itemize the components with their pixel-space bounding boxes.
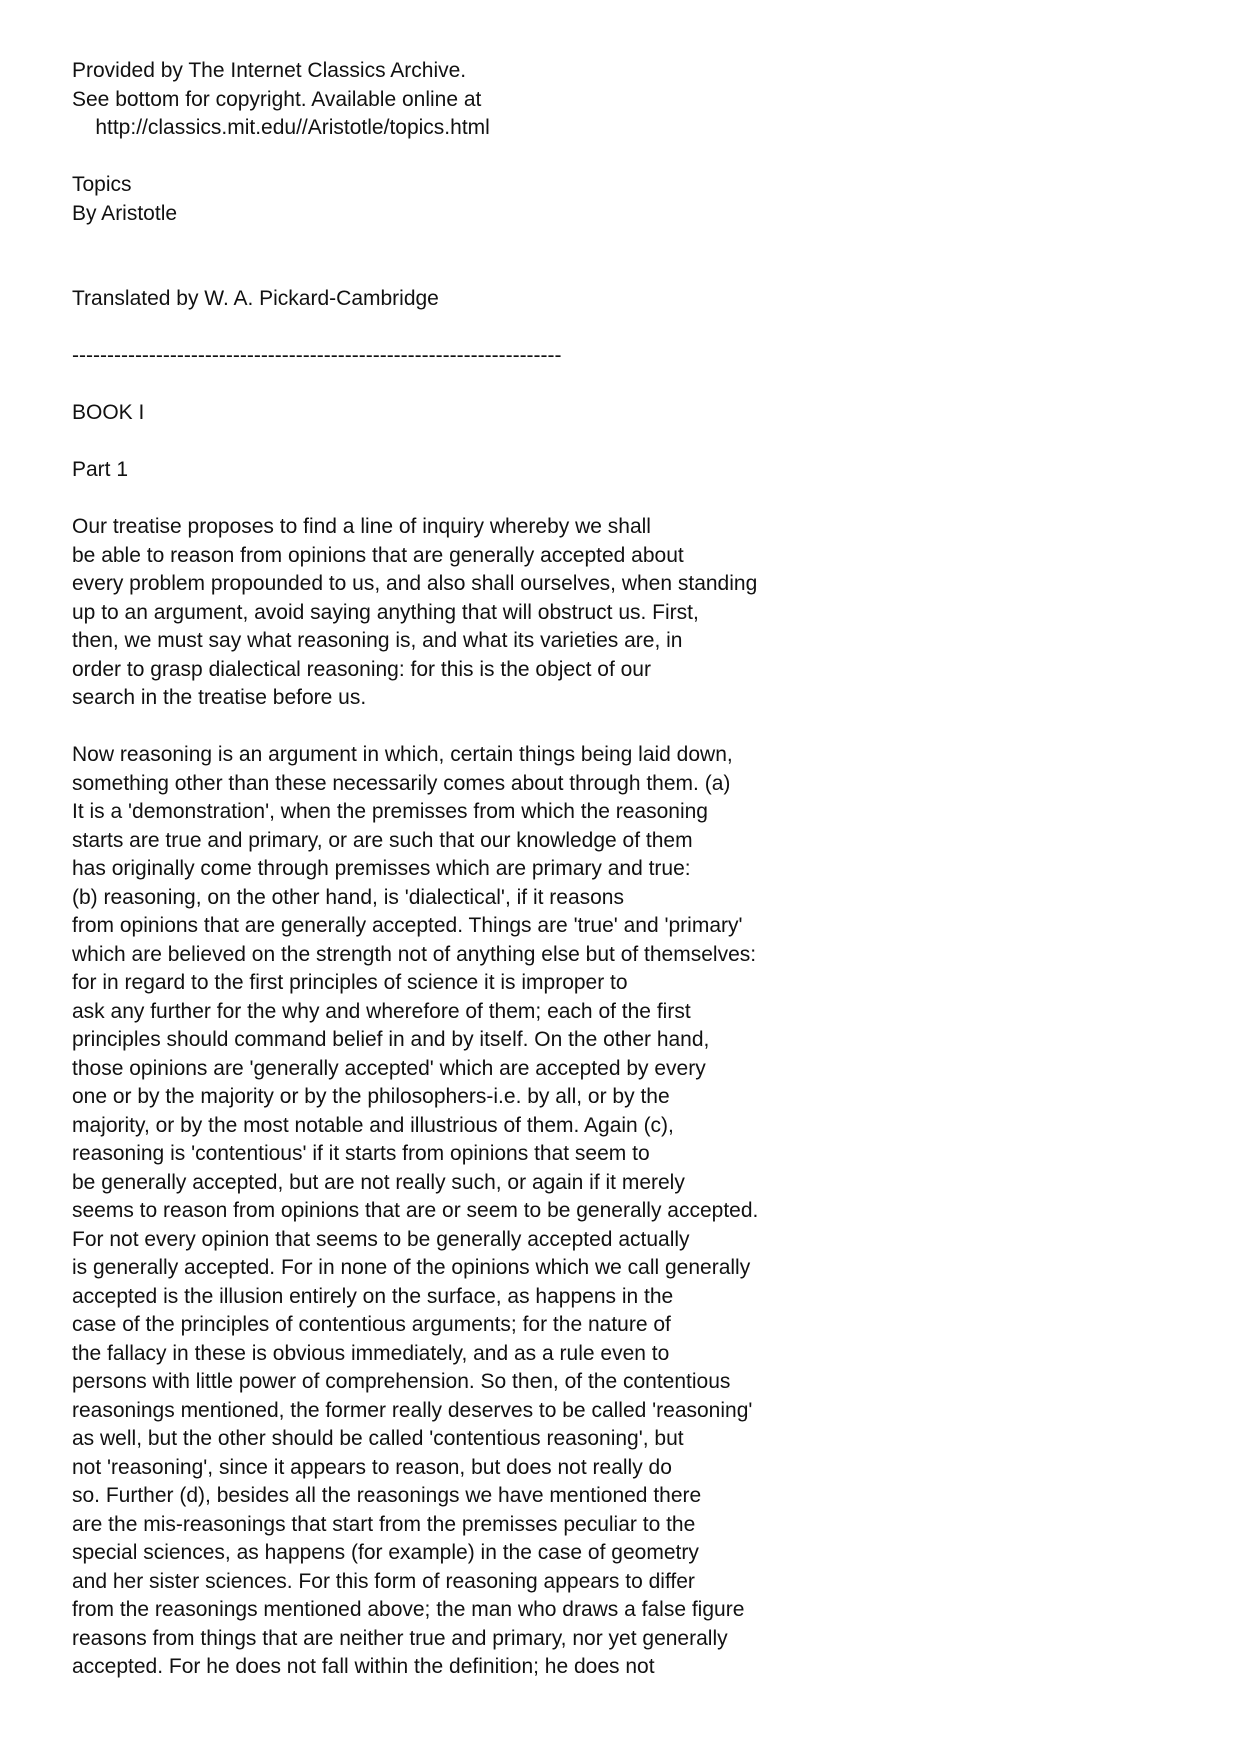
text-line: be generally accepted, but are not really such, or again if it merely <box>72 1170 685 1194</box>
header-line: See bottom for copyright. Available online at <box>72 87 482 111</box>
text-line: and her sister sciences. For this form of reasoning appears to differ <box>72 1569 695 1593</box>
text-line: one or by the majority or by the philosophers-i.e. by all, or by the <box>72 1085 670 1108</box>
text-line: ask any further for the why and wherefore of them; each of the first <box>72 999 691 1023</box>
text-line: accepted. For he does not fall within the definition; he does not <box>72 1655 655 1678</box>
blank-line <box>72 143 1192 172</box>
text-line: are the mis-reasonings that start from the premisses peculiar to the <box>72 1512 696 1536</box>
text-line: accepted is the illusion entirely on the surface, as happens in the <box>72 1284 674 1308</box>
text-line: is generally accepted. For in none of the opinions which we call generally <box>72 1256 751 1279</box>
text-line: then, we must say what reasoning is, and what its varieties are, in <box>72 629 683 652</box>
text-line: (b) reasoning, on the other hand, is 'dialectical', if it reasons <box>72 885 624 909</box>
blank-line <box>72 428 1192 457</box>
blank-line <box>72 713 1192 742</box>
part-heading: Part 1 <box>72 458 129 481</box>
text-line: so. Further (d), besides all the reasonings we have mentioned there <box>72 1484 702 1507</box>
text-line: something other than these necessarily comes about through them. (a) <box>72 771 731 795</box>
text-line: those opinions are 'generally accepted' which are accepted by every <box>72 1056 706 1080</box>
text-line: case of the principles of contentious arguments; for the nature of <box>72 1313 671 1336</box>
text-line: has originally come through premisses which are primary and true: <box>72 857 691 880</box>
book-heading: BOOK I <box>72 401 145 424</box>
body-text <box>72 513 1192 1682</box>
text-line: It is a 'demonstration', when the premisses from which the reasoning <box>72 800 708 823</box>
text-line: the fallacy in these is obvious immediately, and as a rule even to <box>72 1341 670 1365</box>
text-line: which are believed on the strength not of anything else but of themselves: <box>72 942 757 966</box>
blank-line <box>72 257 1192 286</box>
text-line: Now reasoning is an argument in which, certain things being laid down, <box>72 743 733 766</box>
translator-credit: Translated by W. A. Pickard-Cambridge <box>72 287 439 310</box>
text-line: persons with little power of comprehension. So then, of the contentious <box>72 1370 731 1393</box>
paragraph <box>72 513 1192 713</box>
text-line: search in the treatise before us. <box>72 686 367 709</box>
separator-rule: ---------------------------------------------------------------------- <box>72 344 562 367</box>
text-line: starts are true and primary, or are such that our knowledge of them <box>72 828 693 852</box>
blank-line <box>72 314 1192 343</box>
text-line: not 'reasoning', since it appears to reason, but does not really do <box>72 1455 672 1479</box>
text-line: principles should command belief in and by itself. On the other hand, <box>72 1028 710 1051</box>
work-title: Topics <box>72 173 132 196</box>
text-line: seems to reason from opinions that are or seem to be generally accepted. <box>72 1199 759 1222</box>
text-line: For not every opinion that seems to be generally accepted actually <box>72 1227 690 1251</box>
text-line: from opinions that are generally accepted. Things are 'true' and 'primary' <box>72 914 743 937</box>
text-line: as well, but the other should be called 'contentious reasoning', but <box>72 1427 684 1450</box>
text-line: Our treatise proposes to find a line of inquiry whereby we shall <box>72 515 651 538</box>
text-line: for in regard to the first principles of science it is improper to <box>72 971 628 994</box>
blank-line <box>72 371 1192 400</box>
text-line: majority, or by the most notable and illustrious of them. Again (c), <box>72 1113 674 1137</box>
text-line: order to grasp dialectical reasoning: for this is the object of our <box>72 657 651 681</box>
document-body <box>72 57 1192 1682</box>
blank-line <box>72 485 1192 514</box>
text-line: from the reasonings mentioned above; the man who draws a false figure <box>72 1598 745 1621</box>
work-author: By Aristotle <box>72 201 178 225</box>
text-line: be able to reason from opinions that are generally accepted about <box>72 543 684 567</box>
blank-line <box>72 228 1192 257</box>
header-line: Provided by The Internet Classics Archive. <box>72 59 467 82</box>
paragraph <box>72 741 1192 1682</box>
text-line: up to an argument, avoid saying anything that will obstruct us. First, <box>72 600 699 624</box>
text-line: special sciences, as happens (for example) in the case of geometry <box>72 1541 699 1564</box>
text-line: every problem propounded to us, and also shall ourselves, when standing <box>72 572 758 595</box>
text-line: reasoning is 'contentious' if it starts from opinions that seem to <box>72 1142 650 1165</box>
header-url: http://classics.mit.edu//Aristotle/topics.html <box>72 116 490 139</box>
archive-header <box>72 57 1192 143</box>
text-line: reasonings mentioned, the former really deserves to be called 'reasoning' <box>72 1398 753 1422</box>
text-line: reasons from things that are neither true and primary, nor yet generally <box>72 1626 728 1650</box>
